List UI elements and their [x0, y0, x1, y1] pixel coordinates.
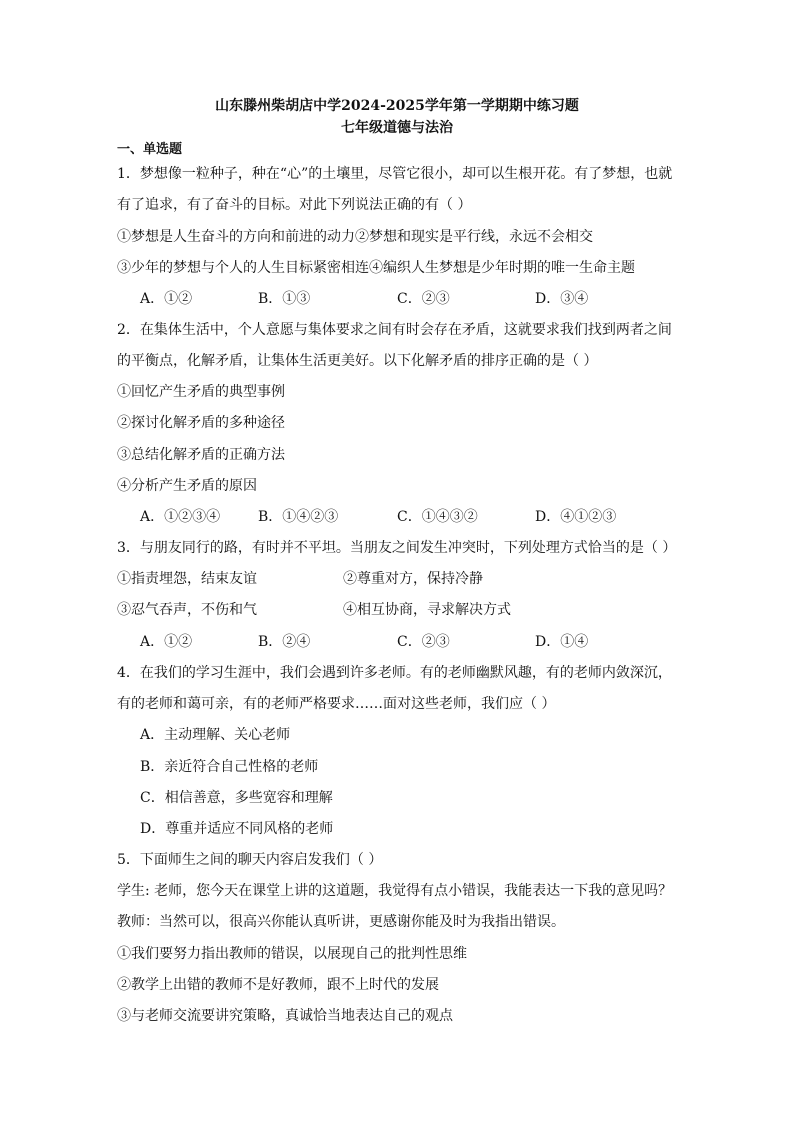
q3-statement-3: ③忍气吞声，不伤和气 — [117, 602, 257, 618]
q1-stem-line1: 1．梦想像一粒种子，种在“心”的土壤里，尽管它很小，却可以生根开花。有了梦想，也就 — [117, 166, 673, 182]
exam-subtitle: 七年级道德与法治 — [341, 120, 453, 136]
q2-option-d[interactable]: D．④①②③ — [535, 509, 617, 525]
q4-stem-line1: 4．在我们的学习生涯中，我们会遇到许多老师。有的老师幽默风趣，有的老师内敛深沉， — [117, 665, 672, 681]
q2-stem-line2: 的平衡点，化解矛盾，让集体生活更美好。以下化解矛盾的排序正确的是（ ） — [117, 353, 598, 369]
q4-option-c[interactable]: C．相信善意，多些宽容和理解 — [140, 790, 333, 806]
q3-option-d[interactable]: D．①④ — [535, 634, 589, 650]
q1-stem-line2: 有了追求，有了奋斗的目标。对此下列说法正确的有（ ） — [117, 197, 472, 213]
q5-dialog-teacher: 教师：当然可以，很高兴你能认真听讲，更感谢你能及时为我指出错误。 — [117, 914, 565, 930]
q5-statement-3: ③与老师交流要讲究策略，真诚恰当地表达自己的观点 — [117, 1008, 453, 1024]
q4-option-d[interactable]: D．尊重并适应不同风格的老师 — [140, 821, 334, 837]
q4-option-a[interactable]: A．主动理解、关心老师 — [140, 727, 291, 743]
q4-stem-line2: 有的老师和蔼可亲，有的老师严格要求……面对这些老师，我们应（ ） — [117, 696, 556, 712]
q5-statement-1: ①我们要努力指出教师的错误，以展现自己的批判性思维 — [117, 946, 467, 962]
q1-option-a[interactable]: A．①② — [140, 291, 193, 307]
q3-option-a[interactable]: A．①② — [140, 634, 193, 650]
q1-option-d[interactable]: D．③④ — [535, 291, 589, 307]
q2-stem-line1: 2．在集体生活中，个人意愿与集体要求之间有时会存在矛盾，这就要求我们找到两者之间 — [117, 322, 672, 338]
q3-option-c[interactable]: C．②③ — [397, 634, 450, 650]
section-heading: 一、单选题 — [117, 142, 183, 157]
q2-statement-4: ④分析产生矛盾的原因 — [117, 478, 257, 494]
q5-dialog-student: 学生: 老师，您今天在课堂上讲的这道题，我觉得有点小错误，我能表达一下我的意见吗？ — [117, 883, 673, 899]
q3-statement-4: ④相互协商，寻求解决方式 — [343, 602, 511, 618]
q1-option-c[interactable]: C．②③ — [397, 291, 450, 307]
q1-option-b[interactable]: B．①③ — [258, 291, 311, 307]
q2-option-c[interactable]: C．①④③② — [397, 509, 478, 525]
q2-option-b[interactable]: B．①④②③ — [258, 509, 339, 525]
q5-statement-2: ②教学上出错的教师不是好教师，跟不上时代的发展 — [117, 977, 439, 993]
q3-stem: 3．与朋友同行的路，有时并不平坦。当朋友之间发生冲突时，下列处理方式恰当的是（ ） — [117, 540, 677, 556]
q2-option-a[interactable]: A．①②③④ — [140, 509, 221, 525]
q1-statement-2: ③少年的梦想与个人的人生目标紧密相连④编织人生梦想是少年时期的唯一生命主题 — [117, 260, 635, 276]
q2-statement-2: ②探讨化解矛盾的多种途径 — [117, 415, 285, 431]
exam-title: 山东滕州柴胡店中学2024-2025学年第一学期期中练习题 — [215, 98, 579, 114]
q3-statement-1: ①指责埋怨，结束友谊 — [117, 571, 257, 587]
q3-statement-2: ②尊重对方，保持冷静 — [343, 571, 483, 587]
q3-option-b[interactable]: B．②④ — [258, 634, 311, 650]
q2-statement-3: ③总结化解矛盾的正确方法 — [117, 447, 285, 463]
q2-statement-1: ①回忆产生矛盾的典型事例 — [117, 384, 285, 400]
q4-option-b[interactable]: B．亲近符合自己性格的老师 — [140, 759, 319, 775]
q1-statement-1: ①梦想是人生奋斗的方向和前进的动力②梦想和现实是平行线，永远不会相交 — [117, 229, 593, 245]
q5-stem: 5．下面师生之间的聊天内容启发我们（ ） — [117, 852, 383, 868]
